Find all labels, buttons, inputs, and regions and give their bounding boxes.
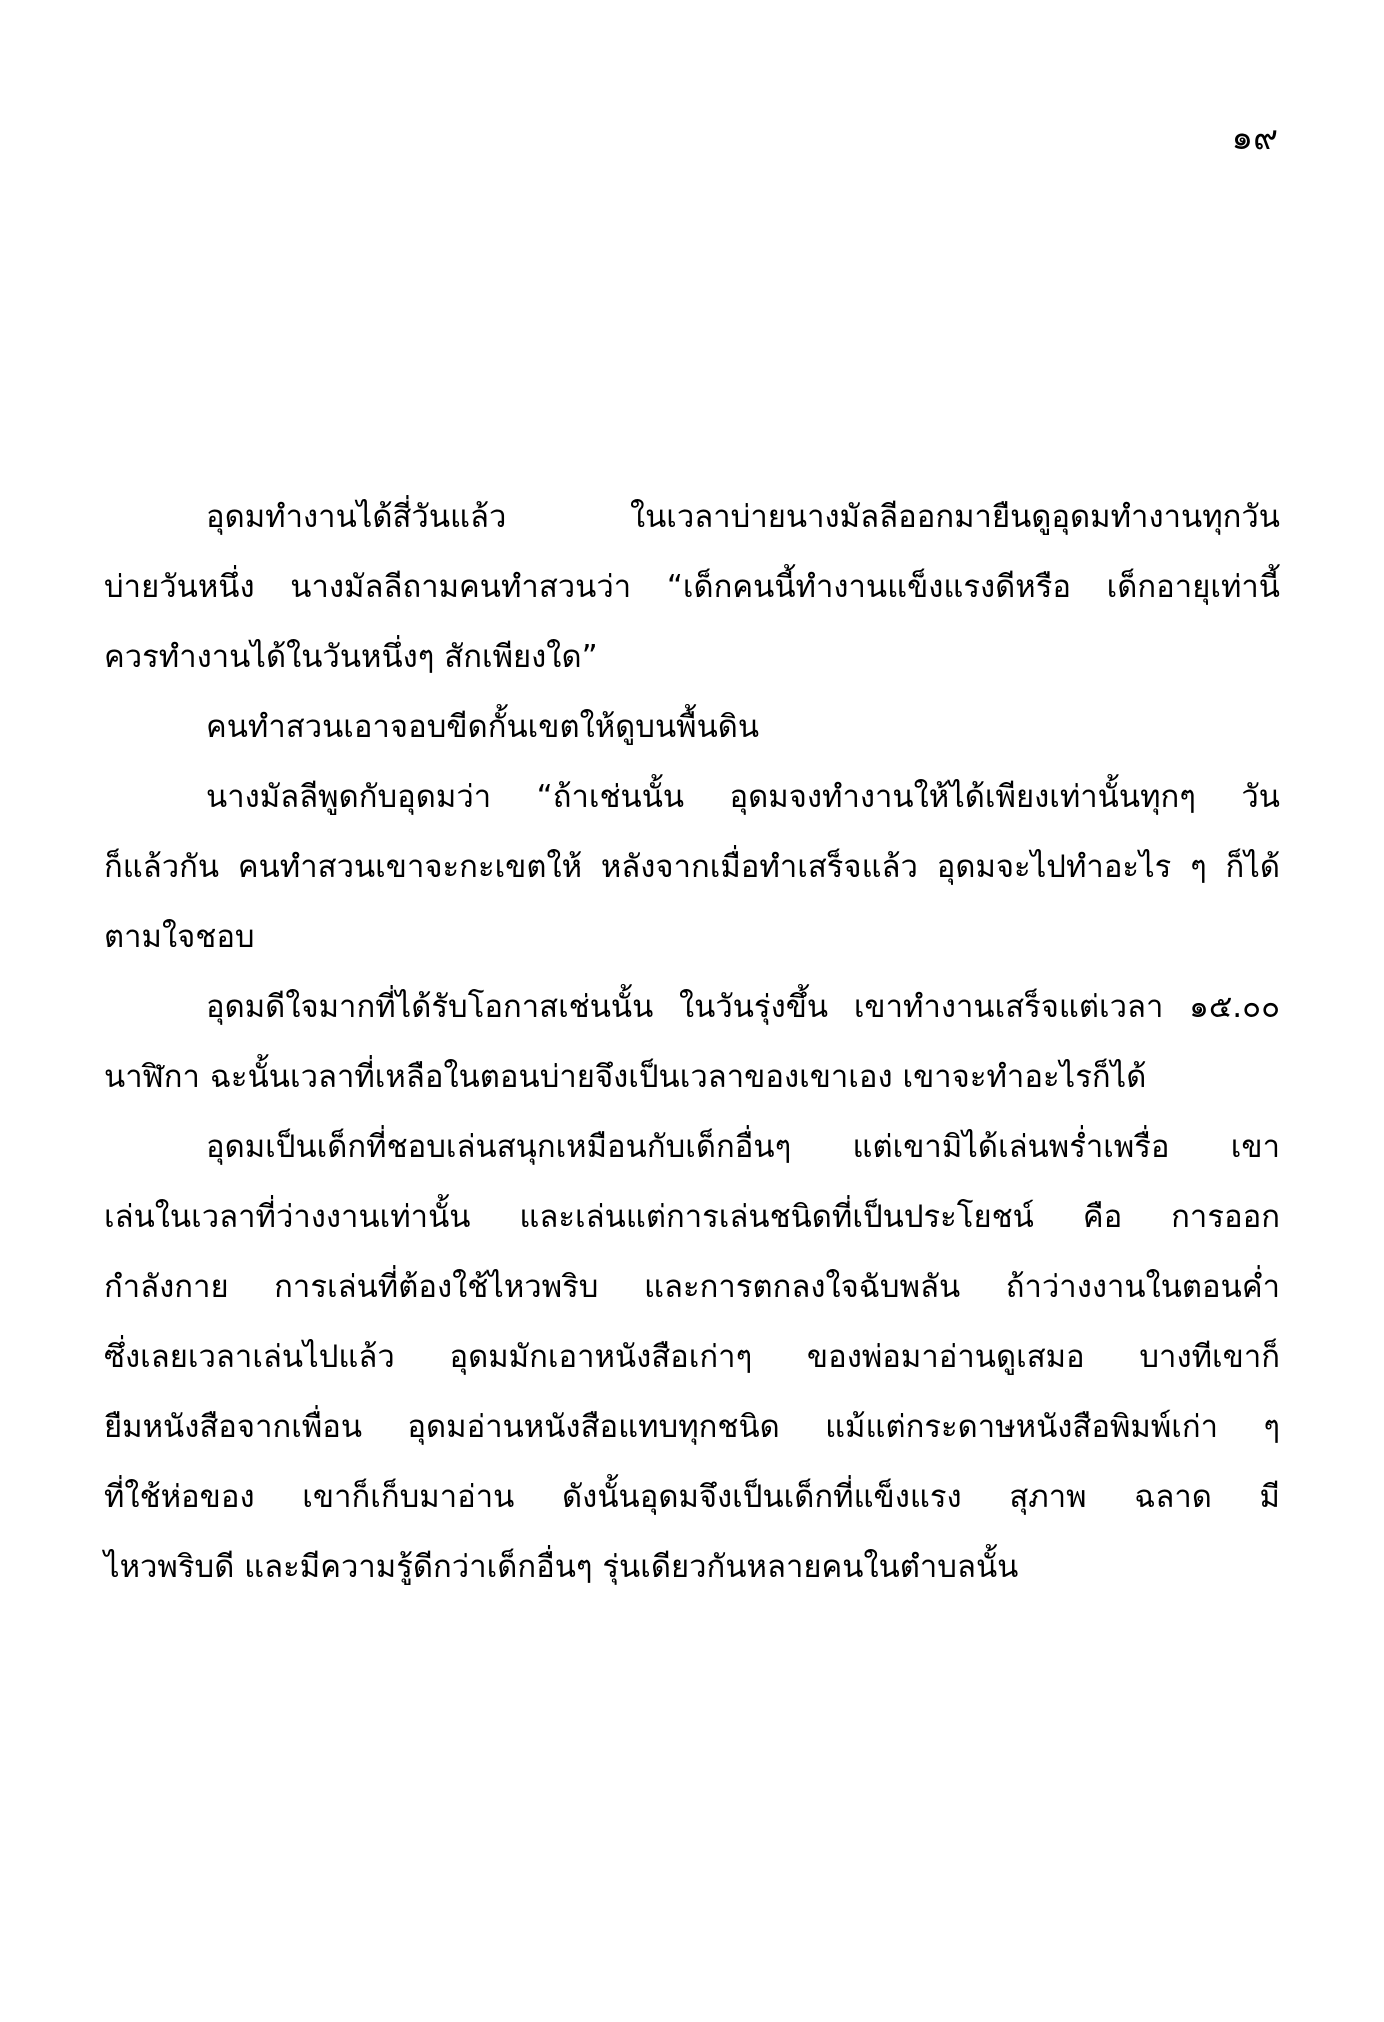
paragraph: [104, 972, 1280, 1112]
text-line: ไหวพริบดี และมีความรู้ดีกว่าเด็กอื่นๆ รุ่นเดียวกันหลายคนในตำบลนั้น: [104, 1549, 1019, 1585]
text-line: ซึ่งเลยเวลาเล่นไปแล้ว อุดมมักเอาหนังสือเก่าๆ ของพ่อมาอ่านดูเสมอ บางทีเขาก็: [104, 1339, 1280, 1375]
text-line: ที่ใช้ห่อของ เขาก็เก็บมาอ่าน ดังนั้นอุดมจึงเป็นเด็กที่แข็งแรง สุภาพ ฉลาด มี: [104, 1479, 1280, 1515]
paragraph: [104, 762, 1280, 972]
text-line: บ่ายวันหนึ่ง นางมัลลีถามคนทำสวนว่า “เด็กคนนี้ทำงานแข็งแรงดีหรือ เด็กอายุเท่านี้: [104, 569, 1280, 605]
paragraph: [104, 1112, 1280, 1602]
text-line: อุดมดีใจมากที่ได้รับโอกาสเช่นนั้น ในวันรุ่งขึ้น เขาทำงานเสร็จแต่เวลา ๑๕.๐๐: [206, 989, 1280, 1025]
text-line: ยืมหนังสือจากเพื่อน อุดมอ่านหนังสือแทบทุกชนิด แม้แต่กระดาษหนังสือพิมพ์เก่า ๆ: [104, 1409, 1280, 1445]
text-line: อุดมเป็นเด็กที่ชอบเล่นสนุกเหมือนกับเด็กอื่นๆ แต่เขามิได้เล่นพร่ำเพรื่อ เขา: [206, 1129, 1280, 1165]
text-line: นาฬิกา ฉะนั้นเวลาที่เหลือในตอนบ่ายจึงเป็นเวลาของเขาเอง เขาจะทำอะไรก็ได้: [104, 1059, 1147, 1095]
text-line: ควรทำงานได้ในวันหนึ่งๆ สักเพียงใด”: [104, 639, 598, 675]
page-number: ๑๙: [1231, 118, 1278, 158]
text-line: คนทำสวนเอาจอบขีดกั้นเขตให้ดูบนพื้นดิน: [206, 709, 760, 745]
text-line: ก็แล้วกัน คนทำสวนเขาจะกะเขตให้ หลังจากเมื่อทำเสร็จแล้ว อุดมจะไปทำอะไร ๆ ก็ได้: [104, 849, 1280, 885]
body-text: [104, 482, 1280, 1602]
text-line: กำลังกาย การเล่นที่ต้องใช้ไหวพริบ และการตกลงใจฉับพลัน ถ้าว่างงานในตอนค่ำ: [104, 1269, 1280, 1305]
paragraph: [104, 482, 1280, 692]
text-line: นางมัลลีพูดกับอุดมว่า “ถ้าเช่นนั้น อุดมจงทำงานให้ได้เพียงเท่านั้นทุกๆ วัน: [206, 779, 1280, 815]
text-line: เล่นในเวลาที่ว่างงานเท่านั้น และเล่นแต่การเล่นชนิดที่เป็นประโยชน์ คือ การออก: [104, 1199, 1280, 1235]
text-line: ตามใจชอบ: [104, 919, 255, 955]
text-line: อุดมทำงานได้สี่วันแล้ว ในเวลาบ่ายนางมัลลีออกมายืนดูอุดมทำงานทุกวัน: [206, 499, 1280, 535]
paragraph: [104, 692, 1280, 762]
